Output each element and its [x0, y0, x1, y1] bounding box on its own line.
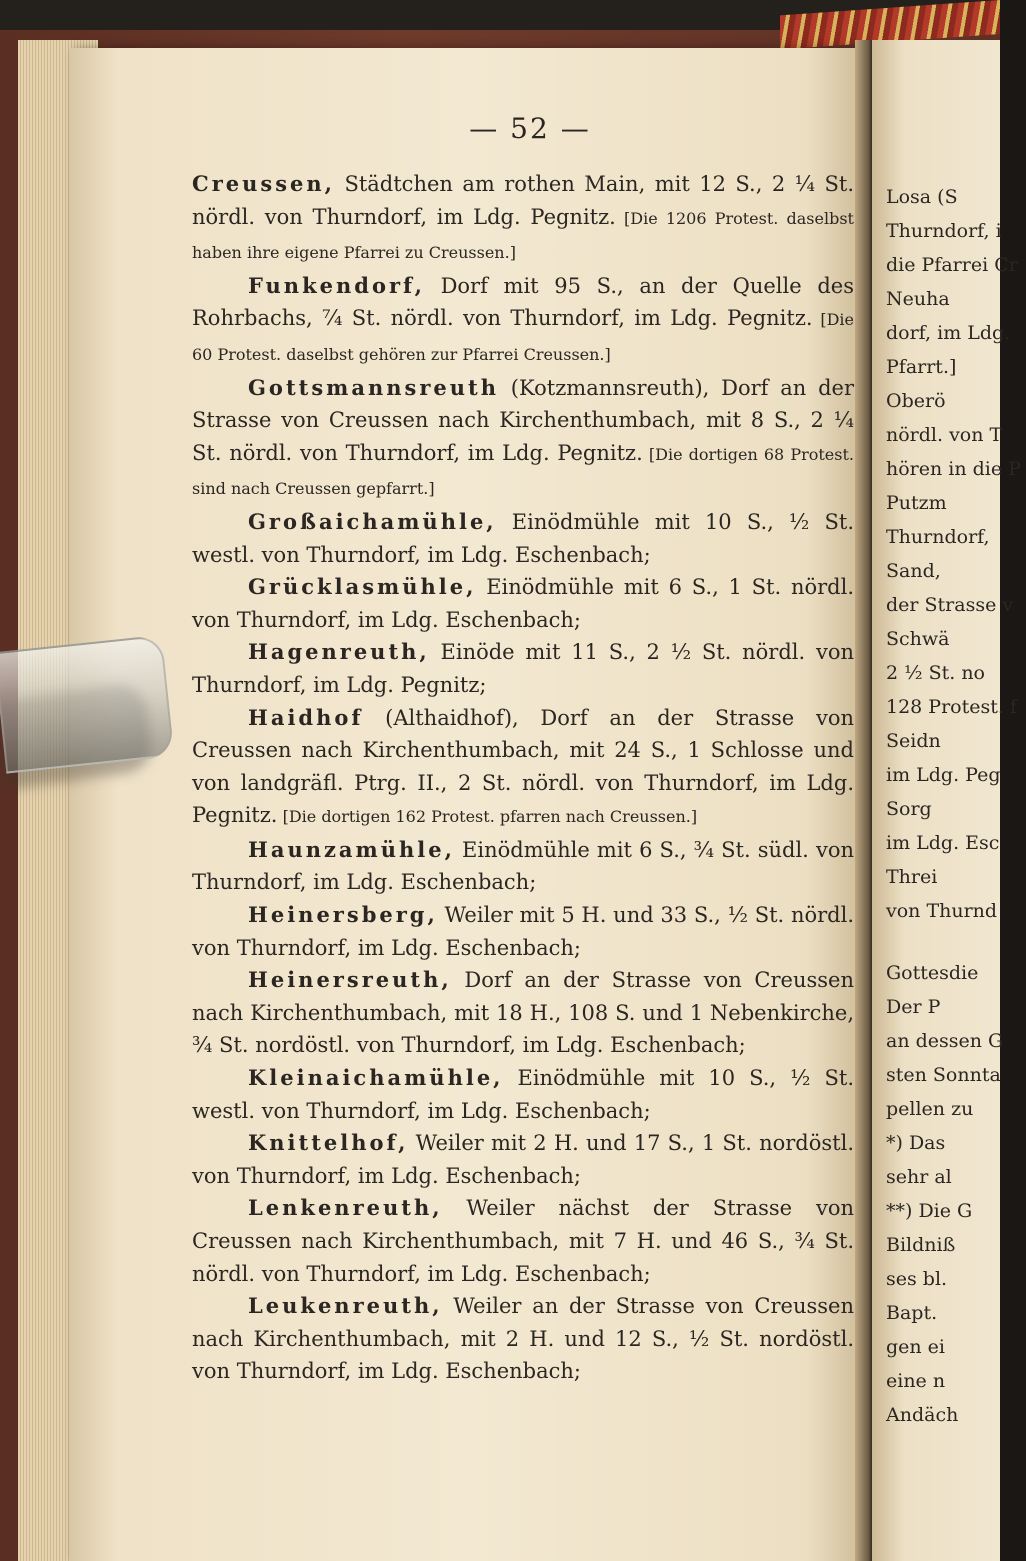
right-page-line: 2 ½ St. no: [886, 662, 985, 684]
entry-name: Funkendorf,: [248, 272, 425, 298]
right-page-line: an dessen G: [886, 1030, 1004, 1052]
entry-text: Städtchen am rothen Main, mit 12 S., 2 ¼ St. nördl. von Thurndorf, im Ldg. Pegnitz.: [192, 172, 854, 229]
right-page-line: Gottesdie: [886, 962, 979, 984]
right-page-line: von Thurnd: [886, 900, 998, 922]
entry-text: Einödmühle mit 6 S., 1 St. nördl. von Thurndorf, im Ldg. Eschenbach;: [192, 575, 854, 632]
right-page-line: Bildniß: [886, 1234, 956, 1256]
entry-name: Hagenreuth,: [248, 639, 430, 665]
right-page-line: Bapt.: [886, 1302, 938, 1324]
entry-text: Dorf an der Strasse von Creussen nach Kirchenthumbach, mit 18 H., 108 S. und 1 Nebenkirche, ¾ St. nordöstl. von Thurndorf, im Ldg. Eschenbach;: [192, 968, 854, 1058]
right-page-line: **) Die G: [886, 1200, 973, 1222]
right-page-line: Sand,: [886, 560, 941, 582]
entry-name: Kleinaichamühle,: [248, 1065, 504, 1091]
right-page-line: Neuha: [886, 288, 950, 310]
gazetteer-entry: [192, 1127, 854, 1192]
right-page-line: *) Das: [886, 1132, 946, 1154]
entry-text: Einöde mit 11 S., 2 ½ St. nördl. von Thurndorf, im Ldg. Pegnitz;: [192, 640, 854, 697]
entry-name: Heinersreuth,: [248, 967, 452, 993]
entry-name: Creussen,: [192, 171, 335, 196]
right-page-line: gen ei: [886, 1336, 946, 1358]
right-page-text: [886, 180, 1026, 1432]
right-page-line: ses bl.: [886, 1268, 948, 1290]
right-page-line: Seidn: [886, 730, 941, 752]
right-page: [872, 40, 1021, 1561]
entry-note: [Die 1206 Protest. daselbst haben ihre eigene Pfarrei zu Creussen.]: [192, 208, 854, 263]
right-page-line: Andäch: [886, 1404, 959, 1426]
gazetteer-entry: [192, 702, 854, 834]
entry-text: Einödmühle mit 6 S., ¾ St. südl. von Thurndorf, im Ldg. Eschenbach;: [192, 837, 854, 895]
right-page-line: 128 Protest. f: [886, 696, 1017, 718]
gazetteer-entry: [192, 270, 854, 372]
right-page-line: eine n: [886, 1370, 946, 1392]
right-page-line: Pfarrt.]: [886, 356, 957, 378]
entry-text: (Althaidhof), Dorf an der Strasse von Creussen nach Kirchenthumbach, mit 24 S., 1 Schlosse und von landgräfl. Ptrg. II., 2 St. nördl. von Thurndorf, im Ldg. Pegnitz.: [192, 705, 854, 828]
right-page-line: Putzm: [886, 492, 947, 514]
entry-name: Lenkenreuth,: [248, 1195, 443, 1221]
entry-name: Heinersberg,: [248, 902, 438, 928]
gazetteer-entry: [192, 1290, 854, 1388]
entry-text: Einödmühle mit 10 S., ½ St. westl. von Thurndorf, im Ldg. Eschenbach;: [192, 1066, 854, 1123]
right-page-line: Der P: [886, 996, 941, 1018]
entry-name: Gottsmannsreuth: [248, 374, 500, 400]
right-page-line: pellen zu: [886, 1098, 974, 1120]
right-page-line: Thurndorf, i: [886, 220, 1002, 242]
entry-text: Weiler nächst der Strasse von Creussen nach Kirchenthumbach, mit 7 H. und 46 S., ¾ St. nördl. von Thurndorf, im Ldg. Eschenbach;: [192, 1196, 854, 1286]
entry-name: Haidhof: [248, 704, 364, 730]
gazetteer-entry: [192, 636, 854, 701]
entry-text: Weiler an der Strasse von Creussen nach Kirchenthumbach, mit 2 H. und 12 S., ½ St. nordöstl. von Thurndorf, im Ldg. Eschenbach;: [192, 1294, 854, 1384]
right-page-line: sten Sonnta: [886, 1064, 1001, 1086]
gazetteer-entry: [192, 899, 854, 964]
right-page-line: Schwä: [886, 628, 950, 650]
right-page-line: der Strasse v: [886, 594, 1014, 616]
right-page-line: dorf, im Ldg.: [886, 322, 1011, 344]
entry-text: Einödmühle mit 10 S., ½ St. westl. von Thurndorf, im Ldg. Eschenbach;: [192, 509, 854, 567]
entry-note: [Die dortigen 68 Protest. sind nach Creussen gepfarrt.]: [192, 444, 854, 499]
page-clip: [0, 635, 174, 774]
right-page-line: [886, 928, 1026, 956]
gazetteer-entry: [192, 1062, 854, 1127]
right-page-line: sehr al: [886, 1166, 952, 1188]
entry-name: Leukenreuth,: [248, 1293, 443, 1319]
gazetteer-entry: [192, 1192, 854, 1290]
right-page-line: Oberö: [886, 390, 946, 412]
right-page-line: die Pfarrei Cr: [886, 254, 1018, 276]
page-number: — 52 —: [469, 112, 591, 145]
gazetteer-entry: [192, 372, 854, 506]
right-page-line: Threi: [886, 866, 938, 888]
gazetteer-entry: [192, 168, 854, 270]
right-page-line: im Ldg. Esc: [886, 832, 1000, 854]
right-page-line: Losa (S: [886, 186, 958, 208]
entry-note: [Die 60 Protest. daselbst gehören zur Pfarrei Creussen.]: [192, 310, 854, 364]
entries-column: [192, 168, 854, 1388]
right-page-line: im Ldg. Peg: [886, 764, 1001, 786]
gazetteer-entry: [192, 571, 854, 636]
gazetteer-entry: [192, 506, 854, 571]
entry-text: Weiler mit 2 H. und 17 S., 1 St. nordöstl. von Thurndorf, im Ldg. Eschenbach;: [192, 1131, 854, 1188]
gazetteer-entry: [192, 834, 854, 899]
right-page-line: Sorg: [886, 798, 932, 820]
gazetteer-entry: [192, 964, 854, 1062]
entry-name: Grücklasmühle,: [248, 574, 477, 600]
right-page-line: Thurndorf,: [886, 526, 990, 548]
entry-name: Haunzamühle,: [248, 836, 455, 862]
entry-text: Dorf mit 95 S., an der Quelle des Rohrbachs, ⁷⁄₄ St. nördl. von Thurndorf, im Ldg. Pegnitz.: [192, 273, 854, 331]
entry-note: [Die dortigen 162 Protest. pfarren nach Creussen.]: [277, 807, 698, 827]
entry-name: Knittelhof,: [248, 1130, 409, 1156]
entry-name: Großaichamühle,: [248, 508, 497, 534]
right-page-line: nördl. von T: [886, 424, 1003, 446]
right-page-line: hören in die P: [886, 458, 1021, 480]
entry-text: Weiler mit 5 H. und 33 S., ½ St. nördl. von Thurndorf, im Ldg. Eschenbach;: [192, 903, 854, 960]
entry-text: (Kotzmannsreuth), Dorf an der Strasse von Creussen nach Kirchenthumbach, mit 8 S., 2 ¼ St. nördl. von Thurndorf, im Ldg. Pegnitz.: [192, 375, 854, 465]
